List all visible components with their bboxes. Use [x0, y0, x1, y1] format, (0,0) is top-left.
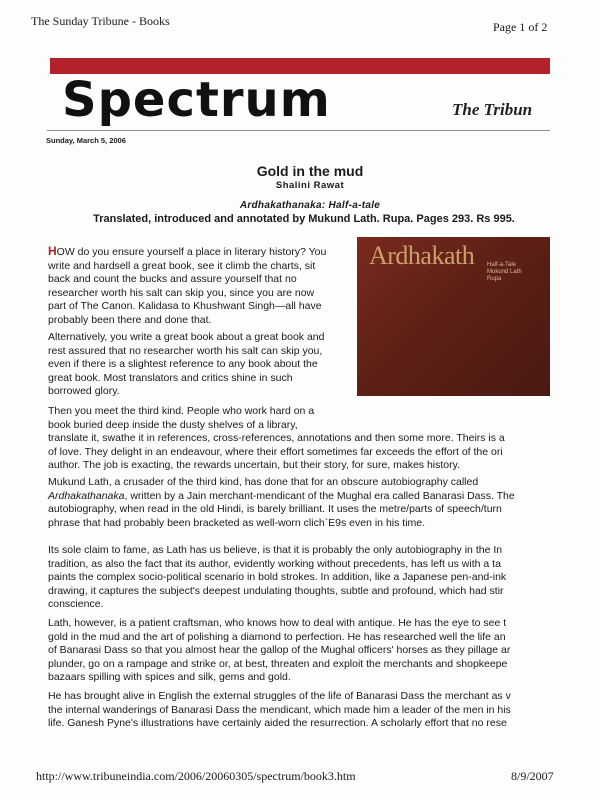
- paragraph-line: phrase that had probably been bracketed as well-worn clich`E9s even in his time.: [48, 516, 426, 529]
- drop-cap: H: [48, 244, 57, 258]
- paragraph-line: translate it, swathe it in references, cross-references, annotations and then some more. Theirs is a: [48, 432, 505, 445]
- paragraph-line: great book. Most translators and critics shine in such: [48, 371, 293, 384]
- article-title: Gold in the mud: [256, 163, 364, 179]
- article-paragraph-1: [48, 245, 326, 328]
- paragraph-line: write and hardsell a great book, see it climb the charts, sit: [48, 259, 316, 272]
- issue-date: Sunday, March 5, 2006: [46, 136, 126, 145]
- paragraph-line: probably been there and done that.: [48, 313, 212, 326]
- book-cover-title: Ardhakath: [369, 241, 475, 270]
- paragraph-line: the internal wanderings of Banarasi Dass the mendicant, which made him a leader of the men in his: [48, 703, 511, 716]
- paragraph-line: [48, 245, 326, 260]
- masthead-title: Spectrum: [62, 72, 331, 128]
- paragraph-line: bazaars spilling with spices and silk, gems and gold.: [48, 671, 291, 684]
- book-cover-image: [357, 237, 550, 396]
- book-cover-subtitle-line: Mukund Lath: [487, 269, 522, 275]
- paragraph-line: back and count the bucks and assure yourself that no: [48, 273, 297, 286]
- paragraph-line: [48, 490, 515, 504]
- article-paragraph-2: [48, 331, 324, 399]
- paragraph-line-text: , written by a Jain merchant-mendicant of the Mughal era called Banarasi Dass. The: [124, 489, 515, 502]
- book-info: Translated, introduced and annotated by Mukund Lath. Rupa. Pages 293. Rs 995.: [93, 213, 515, 225]
- paragraph-line: rest assured that no researcher worth his salt can skip you,: [48, 344, 323, 357]
- paragraph-line: tradition, as also the fact that its author, evidently working without precedents, has left us with a ta: [48, 557, 501, 570]
- paragraph-line: plunder, go on a rampage and strike or, at best, threaten and exploit the merchants and shopkeepe: [48, 657, 508, 670]
- paragraph-line: He has brought alive in English the external struggles of the life of Banarasi Dass the merchant as v: [48, 690, 511, 702]
- paragraph-line: gold in the mud and the art of polishing a diamond to perfection. He has researched well the life an: [48, 630, 506, 643]
- paragraph-line: even if there is a slightest reference to any book about the: [48, 358, 318, 371]
- book-cover-subtitle-line: Rupa: [487, 276, 502, 282]
- paragraph-line: Then you meet the third kind. People who work hard on a: [48, 405, 315, 417]
- paragraph-line: drawing, it captures the subject's deepest undulating thoughts, subtle and profound, which had stir: [48, 584, 504, 597]
- paragraph-line: researcher worth his salt can skip you, since you are now: [48, 286, 315, 299]
- publication-logo: The Tribun: [452, 100, 533, 119]
- paragraph-line: Lath, however, is a patient craftsman, who knows how to deal with antique. He has the eye to see t: [48, 617, 507, 629]
- paragraph-line: Its sole claim to fame, as Lath has us believe, is that it is probably the only autobiography in the In: [48, 544, 503, 556]
- article-paragraph-4: [48, 476, 515, 530]
- book-cover-subtitle: [487, 262, 522, 283]
- paragraph-line-text: OW do you ensure yourself a place in literary history? You: [56, 246, 327, 258]
- book-cover-subtitle-line: Half-a-Tale: [487, 262, 517, 268]
- book-name-italic: Ardhakathanaka: [48, 489, 125, 502]
- paragraph-line: part of The Canon. Kalidasa to Khushwant Singh—all have: [48, 300, 322, 313]
- print-footer-date: 8/9/2007: [511, 769, 554, 783]
- article-author: Shalini Rawat: [275, 180, 345, 191]
- article-paragraph-6: [48, 617, 510, 685]
- article-paragraph-3: [48, 405, 505, 473]
- paragraph-line: life. Ganesh Pyne's illustrations have certainly aided the resurrection. A scholarly effort that no rese: [48, 717, 507, 730]
- paragraph-line: author. The job is exacting, the rewards uncertain, but their story, for sure, makes history.: [48, 459, 461, 472]
- masthead-divider: [47, 130, 550, 131]
- article-paragraph-5: [48, 544, 506, 612]
- paragraph-line: Alternatively, you write a great book about a great book and: [48, 331, 325, 343]
- paragraph-line: of Banarasi Dass so that you almost hear the gallop of the Mughal officers' horses as they pillage ar: [48, 644, 511, 657]
- paragraph-line: paints the complex socio-political scenario in bold strokes. In addition, like a Japanese pen-and-ink: [48, 571, 507, 584]
- print-footer-url: http://www.tribuneindia.com/2006/20060305/spectrum/book3.htm: [36, 769, 356, 783]
- print-header-title: The Sunday Tribune - Books: [31, 14, 170, 28]
- paragraph-line: of love. They delight in an endeavour, where their effort sometimes far exceeds the effort of the ori: [48, 445, 503, 458]
- paragraph-line: borrowed glory.: [48, 385, 120, 398]
- paragraph-line: autobiography, when read in the old Hindi, is barely brilliant. It uses the metre/parts of speech/turn: [48, 503, 502, 516]
- paragraph-line: book buried deep inside the dusty shelves of a library,: [48, 418, 298, 431]
- print-page-number: Page 1 of 2: [493, 20, 548, 34]
- article-paragraph-7: [48, 690, 511, 731]
- paragraph-line: conscience.: [48, 598, 104, 611]
- paragraph-line: Mukund Lath, a crusader of the third kind, has done that for an obscure autobiography called: [48, 476, 479, 488]
- book-title: Ardhakathanaka: Half-a-tale: [239, 200, 381, 211]
